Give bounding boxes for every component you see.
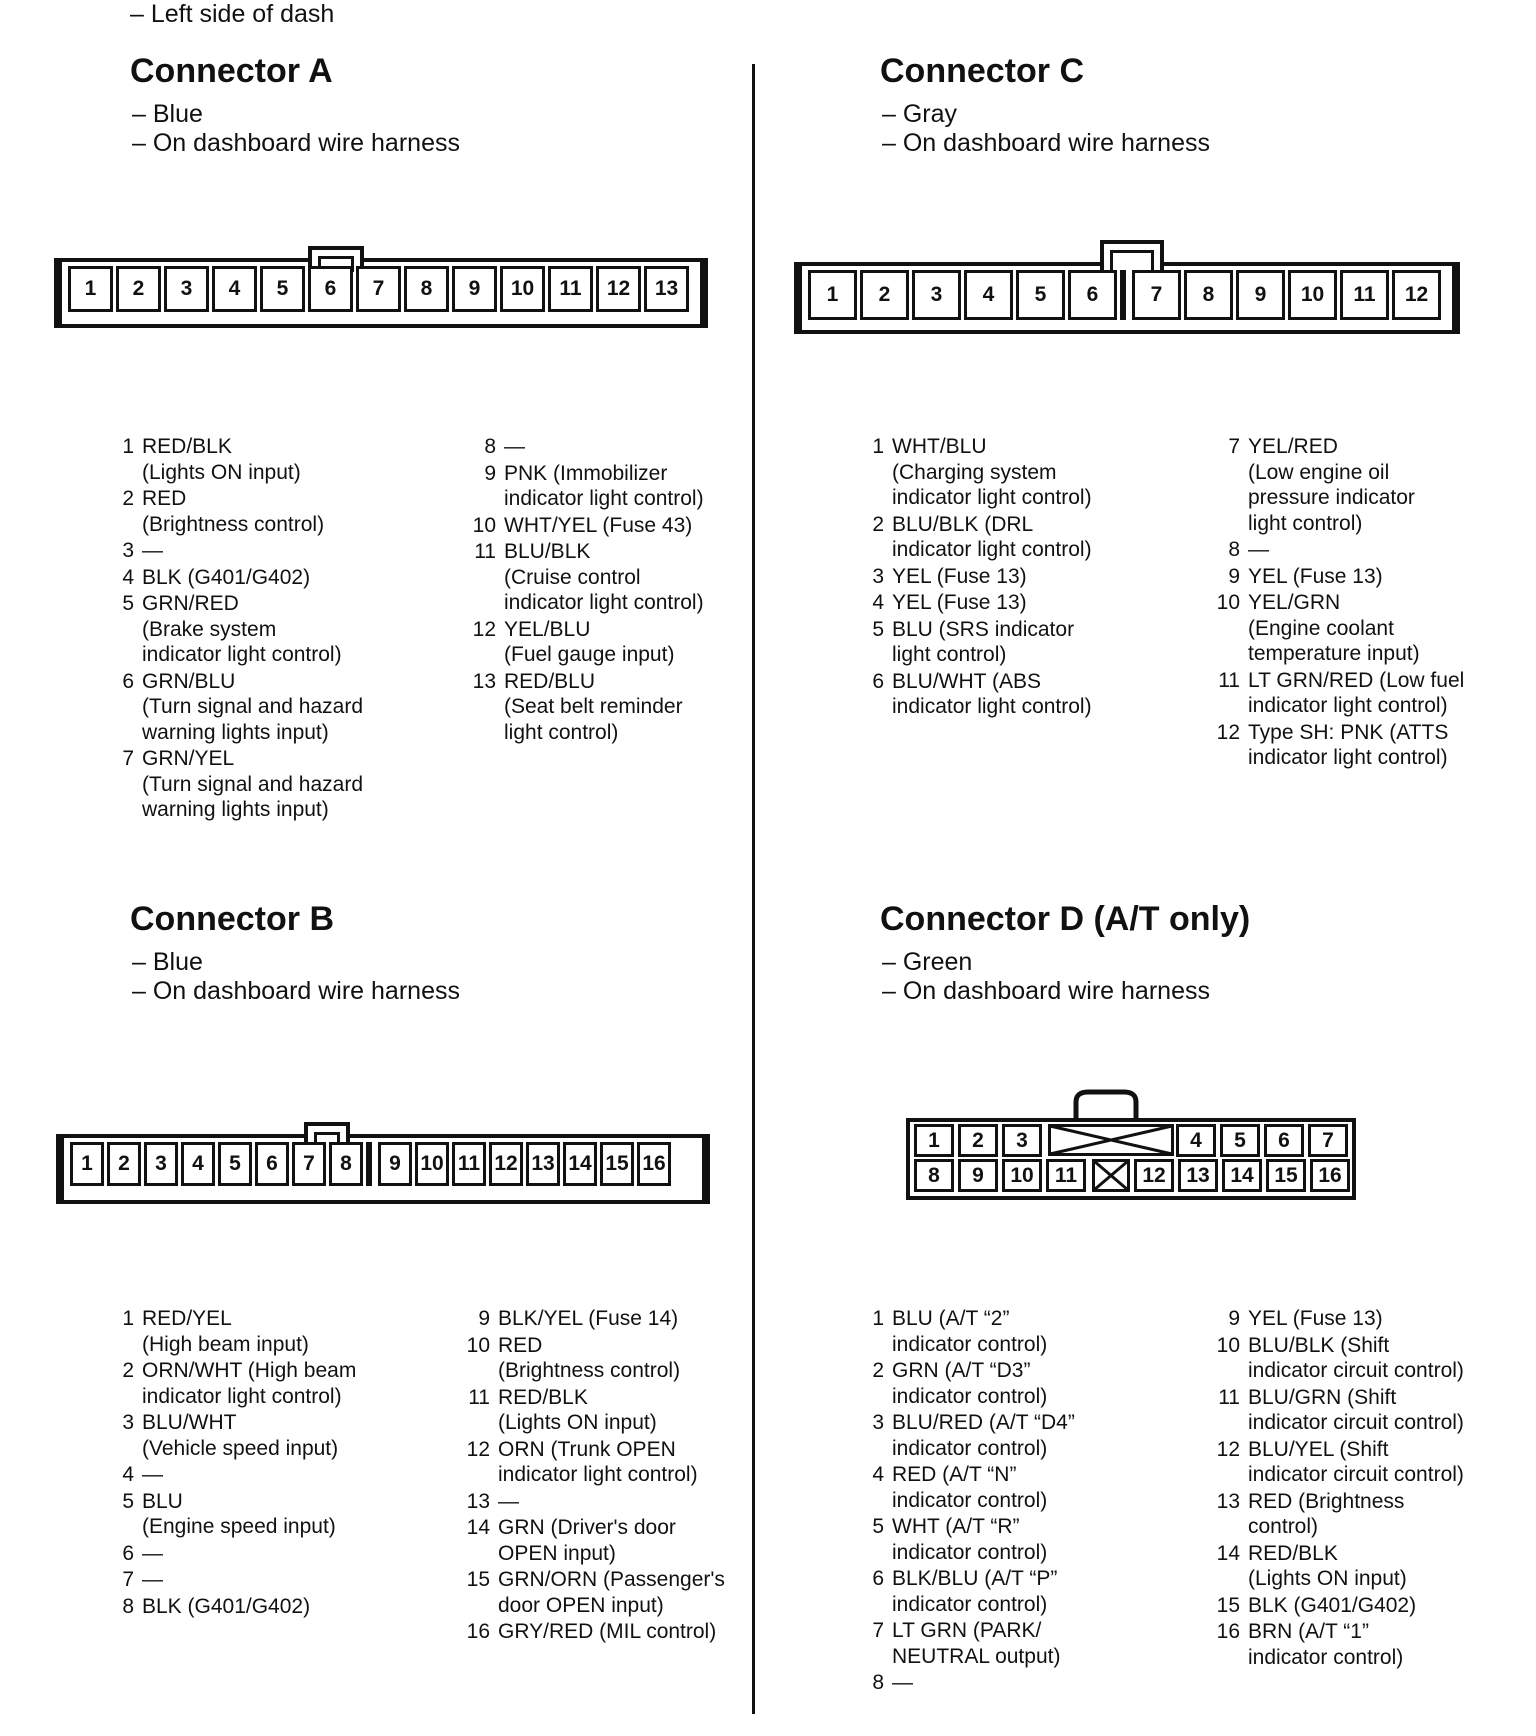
pin-wire-info: — bbox=[142, 539, 163, 562]
connector-b-diagram bbox=[56, 1134, 710, 1204]
connector-d-pin: 12 bbox=[1134, 1159, 1174, 1192]
pin-wire-info: BLU/WHT (Vehicle speed input) bbox=[142, 1411, 339, 1460]
connector-c-pin: 1 bbox=[808, 270, 857, 320]
pin-wire-info: RED/BLK (Lights ON input) bbox=[142, 435, 301, 484]
pin-number: 4 bbox=[122, 1463, 134, 1486]
pin-wire-info: BLU/YEL (Shift indicator circuit control) bbox=[1248, 1437, 1464, 1486]
connector-d-blank-cavity-bottom bbox=[1092, 1159, 1130, 1192]
pin-description bbox=[462, 1515, 725, 1566]
pin-description bbox=[468, 617, 704, 668]
pin-number: 6 bbox=[872, 669, 884, 693]
pin-wire-info: BLK (G401/G402) bbox=[142, 565, 311, 589]
connector-d-pin: 11 bbox=[1046, 1159, 1086, 1192]
pin-wire-info: BLU (SRS indicator light control) bbox=[892, 617, 1075, 666]
connector-a-title: Connector A bbox=[130, 52, 333, 90]
pin-number: 14 bbox=[466, 1516, 490, 1539]
pin-number: 3 bbox=[872, 1411, 884, 1434]
pin-number: 7 bbox=[122, 747, 134, 770]
pin-number: 9 bbox=[478, 1307, 490, 1330]
connector-b-pin: 4 bbox=[181, 1142, 215, 1186]
connector-c-title: Connector C bbox=[880, 52, 1084, 90]
connector-c-diagram bbox=[794, 262, 1460, 334]
pin-description bbox=[1212, 720, 1464, 771]
connector-c-pin: 3 bbox=[912, 270, 961, 320]
connector-d-pin: 16 bbox=[1310, 1159, 1350, 1192]
pin-number: 12 bbox=[1216, 1437, 1240, 1461]
connector-a-pin: 1 bbox=[68, 266, 113, 312]
connector-c-pins bbox=[808, 270, 1444, 320]
pin-wire-info: BLK/BLU (A/T “P” indicator control) bbox=[892, 1567, 1058, 1616]
pin-description bbox=[856, 1462, 1075, 1513]
pin-description bbox=[462, 1306, 725, 1332]
connector-a-pin: 8 bbox=[404, 266, 449, 312]
pin-description bbox=[856, 1566, 1075, 1617]
pin-number: 7 bbox=[122, 1568, 134, 1591]
connector-d-pin: 7 bbox=[1308, 1124, 1348, 1157]
pin-number: 10 bbox=[466, 1333, 490, 1357]
connector-b-divider bbox=[366, 1142, 372, 1186]
connector-d-pin: 13 bbox=[1178, 1159, 1218, 1192]
pin-description bbox=[106, 1410, 356, 1461]
pin-number: 10 bbox=[472, 513, 496, 537]
pin-number: 7 bbox=[872, 1619, 884, 1642]
connector-b-pin: 1 bbox=[70, 1142, 104, 1186]
pin-description bbox=[1212, 1619, 1464, 1670]
connector-c-location: – On dashboard wire harness bbox=[882, 129, 1210, 157]
pin-number: 10 bbox=[1216, 1333, 1240, 1357]
pin-wire-info: — bbox=[1248, 538, 1269, 561]
pin-wire-info: YEL/BLU (Fuel gauge input) bbox=[504, 617, 675, 666]
pin-number: 8 bbox=[1228, 538, 1240, 561]
pin-description bbox=[106, 1594, 356, 1620]
pin-description bbox=[856, 1358, 1075, 1409]
connector-c-pin: 12 bbox=[1392, 270, 1441, 320]
connector-b-pin: 7 bbox=[292, 1142, 326, 1186]
connector-b-pin: 8 bbox=[329, 1142, 363, 1186]
connector-a-pin: 9 bbox=[452, 266, 497, 312]
pin-number: 6 bbox=[122, 1541, 134, 1565]
connector-a-pin: 3 bbox=[164, 266, 209, 312]
pin-number: 15 bbox=[1216, 1593, 1240, 1617]
pin-number: 12 bbox=[1216, 720, 1240, 744]
connector-d-pin-list-left bbox=[856, 1306, 1075, 1696]
pin-description bbox=[106, 434, 363, 485]
pin-description bbox=[1212, 1541, 1464, 1592]
connector-c-pin: 7 bbox=[1132, 270, 1181, 320]
pin-number: 6 bbox=[872, 1567, 884, 1590]
pin-description bbox=[856, 617, 1092, 668]
connector-d-pin: 10 bbox=[1002, 1159, 1042, 1192]
connector-d-blank-cavity-top bbox=[1048, 1124, 1174, 1156]
pin-description bbox=[1212, 668, 1464, 719]
connector-a-pin: 4 bbox=[212, 266, 257, 312]
connector-c-color: – Gray bbox=[882, 100, 958, 128]
pin-description bbox=[106, 591, 363, 668]
pin-number: 9 bbox=[484, 461, 496, 485]
connector-a-pin: 5 bbox=[260, 266, 305, 312]
pin-description bbox=[856, 1410, 1075, 1461]
pin-description bbox=[856, 590, 1092, 616]
connector-a-pins bbox=[68, 266, 692, 312]
pin-wire-info: BRN (A/T “1” indicator control) bbox=[1248, 1620, 1404, 1669]
pin-description bbox=[468, 461, 704, 512]
pin-wire-info: RED/BLK (Lights ON input) bbox=[498, 1385, 657, 1434]
pin-wire-info: GRN/RED (Brake system indicator light control) bbox=[142, 592, 342, 666]
pin-description bbox=[462, 1567, 725, 1618]
connector-b-pin: 2 bbox=[107, 1142, 141, 1186]
connector-a-pin: 7 bbox=[356, 266, 401, 312]
connector-c-latch bbox=[1100, 240, 1164, 274]
pin-wire-info: GRN/ORN (Passenger's door OPEN input) bbox=[498, 1568, 725, 1617]
pin-description bbox=[856, 1514, 1075, 1565]
pin-description bbox=[106, 1567, 356, 1593]
pin-wire-info: YEL/GRN (Engine coolant temperature input) bbox=[1248, 591, 1420, 665]
connector-d-diagram bbox=[906, 1118, 1356, 1200]
connector-b-pin: 14 bbox=[563, 1142, 597, 1186]
pin-number: 11 bbox=[1218, 668, 1240, 692]
pin-number: 5 bbox=[872, 617, 884, 641]
connector-b-pin: 13 bbox=[526, 1142, 560, 1186]
pin-number: 8 bbox=[872, 1671, 884, 1694]
pin-wire-info: YEL (Fuse 13) bbox=[1248, 564, 1383, 588]
pin-description bbox=[106, 669, 363, 746]
pin-description bbox=[462, 1437, 725, 1488]
pin-description bbox=[106, 1489, 356, 1540]
pin-description bbox=[468, 669, 704, 746]
pin-number: 15 bbox=[466, 1568, 490, 1591]
connector-a-pin-list-left bbox=[106, 434, 363, 823]
connector-d-pin: 8 bbox=[914, 1159, 954, 1192]
pin-number: 8 bbox=[484, 435, 496, 458]
pin-description bbox=[1212, 434, 1464, 536]
connector-c-pin-list-right bbox=[1212, 434, 1464, 771]
pin-description bbox=[106, 1358, 356, 1409]
pin-description bbox=[856, 1306, 1075, 1357]
connector-b-pin: 9 bbox=[378, 1142, 412, 1186]
pin-wire-info: BLU (A/T “2” indicator control) bbox=[892, 1307, 1048, 1356]
pin-number: 1 bbox=[122, 1307, 134, 1330]
pin-wire-info: WHT (A/T “R” indicator control) bbox=[892, 1515, 1048, 1564]
pin-number: 6 bbox=[122, 669, 134, 693]
connector-b-pin: 15 bbox=[600, 1142, 634, 1186]
pin-description bbox=[462, 1619, 725, 1645]
connector-a-pin: 6 bbox=[308, 266, 353, 312]
connector-a-pin: 10 bbox=[500, 266, 545, 312]
connector-c-pin: 2 bbox=[860, 270, 909, 320]
pin-description bbox=[1212, 1333, 1464, 1384]
pin-wire-info: WHT/YEL (Fuse 43) bbox=[504, 513, 693, 537]
connector-c-pin: 10 bbox=[1288, 270, 1337, 320]
pin-wire-info: WHT/BLU (Charging system indicator light control) bbox=[892, 435, 1092, 509]
center-divider bbox=[752, 64, 755, 1714]
pin-number: 10 bbox=[1216, 591, 1240, 614]
connector-d-pin-list-right bbox=[1212, 1306, 1464, 1670]
pin-wire-info: BLK (G401/G402) bbox=[1248, 1593, 1417, 1617]
connector-c-divider bbox=[1120, 270, 1126, 320]
pin-wire-info: RED/BLK (Lights ON input) bbox=[1248, 1541, 1407, 1590]
pin-wire-info: GRN/YEL (Turn signal and hazard warning lights input) bbox=[142, 747, 364, 821]
pin-number: 3 bbox=[872, 564, 884, 588]
pin-wire-info: RED (Brightness control) bbox=[498, 1333, 681, 1382]
connector-b-pin: 12 bbox=[489, 1142, 523, 1186]
pin-description bbox=[468, 434, 704, 460]
pin-wire-info: BLU/GRN (Shift indicator circuit control) bbox=[1248, 1385, 1464, 1434]
pin-wire-info: LT GRN/RED (Low fuel indicator light control) bbox=[1248, 668, 1465, 717]
pin-number: 4 bbox=[872, 1463, 884, 1486]
pin-number: 16 bbox=[1216, 1620, 1240, 1643]
pin-wire-info: YEL (Fuse 13) bbox=[892, 564, 1027, 588]
pin-description bbox=[462, 1385, 725, 1436]
pin-description bbox=[1212, 1306, 1464, 1332]
connector-b-color: – Blue bbox=[132, 948, 203, 976]
pin-description bbox=[106, 1541, 356, 1567]
pin-wire-info: YEL/RED (Low engine oil pressure indicator light control) bbox=[1248, 435, 1415, 535]
pin-wire-info: — bbox=[892, 1671, 913, 1694]
pin-description bbox=[468, 513, 704, 539]
pin-number: 13 bbox=[466, 1489, 490, 1513]
connector-c-pin: 9 bbox=[1236, 270, 1285, 320]
pin-wire-info: BLK (G401/G402) bbox=[142, 1594, 311, 1618]
pin-wire-info: BLK/YEL (Fuse 14) bbox=[498, 1307, 679, 1330]
pin-number: 4 bbox=[872, 591, 884, 614]
pin-wire-info: ORN/WHT (High beam indicator light control) bbox=[142, 1359, 357, 1408]
pin-wire-info: RED (A/T “N” indicator control) bbox=[892, 1463, 1048, 1512]
pin-number: 3 bbox=[122, 1411, 134, 1434]
pin-wire-info: RED/YEL (High beam input) bbox=[142, 1307, 309, 1356]
connector-b-pin-list-right bbox=[462, 1306, 725, 1645]
pin-number: 11 bbox=[1218, 1385, 1240, 1409]
pin-wire-info: GRN (A/T “D3” indicator control) bbox=[892, 1359, 1048, 1408]
connector-d-location: – On dashboard wire harness bbox=[882, 977, 1210, 1005]
pin-wire-info: — bbox=[142, 1568, 163, 1591]
connector-d-pin: 15 bbox=[1266, 1159, 1306, 1192]
pin-description bbox=[856, 1670, 1075, 1696]
pin-number: 9 bbox=[1228, 1307, 1240, 1330]
pin-description bbox=[106, 1306, 356, 1357]
connector-c-pin: 5 bbox=[1016, 270, 1065, 320]
connector-a-color: – Blue bbox=[132, 100, 203, 128]
pin-wire-info: RED (Brightness control) bbox=[1248, 1489, 1405, 1538]
pin-number: 14 bbox=[1216, 1541, 1240, 1565]
pin-description bbox=[106, 565, 363, 591]
pin-wire-info: GRY/RED (MIL control) bbox=[498, 1620, 717, 1643]
pin-number: 7 bbox=[1228, 435, 1240, 458]
pin-number: 2 bbox=[872, 512, 884, 536]
connector-b-pin: 6 bbox=[255, 1142, 289, 1186]
connector-c-pin: 8 bbox=[1184, 270, 1233, 320]
pin-number: 16 bbox=[466, 1620, 490, 1643]
pin-number: 1 bbox=[872, 1307, 884, 1330]
pin-number: 12 bbox=[466, 1437, 490, 1461]
pin-description bbox=[856, 669, 1092, 720]
pin-wire-info: BLU/BLK (Shift indicator circuit control) bbox=[1248, 1333, 1464, 1382]
pin-number: 12 bbox=[472, 617, 496, 641]
pin-number: 5 bbox=[122, 592, 134, 615]
connector-a-location: – On dashboard wire harness bbox=[132, 129, 460, 157]
pin-number: 1 bbox=[122, 435, 134, 458]
connector-d-pin: 14 bbox=[1222, 1159, 1262, 1192]
pin-description bbox=[106, 538, 363, 564]
connector-d-latch bbox=[1070, 1088, 1142, 1122]
connector-c-pin: 11 bbox=[1340, 270, 1389, 320]
connector-c-pin-list-left bbox=[856, 434, 1092, 720]
connector-b-pin: 5 bbox=[218, 1142, 252, 1186]
pin-description bbox=[1212, 564, 1464, 590]
connector-a-pin: 12 bbox=[596, 266, 641, 312]
connector-d-pin: 3 bbox=[1002, 1124, 1042, 1157]
connector-a-diagram bbox=[54, 258, 708, 328]
connector-c-pin: 4 bbox=[964, 270, 1013, 320]
pin-wire-info: LT GRN (PARK/ NEUTRAL output) bbox=[892, 1619, 1061, 1668]
pin-description bbox=[856, 1618, 1075, 1669]
pin-wire-info: BLU/RED (A/T “D4” indicator control) bbox=[892, 1411, 1075, 1460]
connector-c-pin: 6 bbox=[1068, 270, 1117, 320]
pin-number: 11 bbox=[474, 540, 496, 563]
connector-a-pin: 11 bbox=[548, 266, 593, 312]
pin-wire-info: YEL (Fuse 13) bbox=[1248, 1307, 1383, 1330]
pin-wire-info: GRN (Driver's door OPEN input) bbox=[498, 1516, 676, 1565]
pin-wire-info: Type SH: PNK (ATTS indicator light control) bbox=[1248, 720, 1449, 769]
pin-wire-info: GRN/BLU (Turn signal and hazard warning lights input) bbox=[142, 669, 364, 744]
pin-number: 2 bbox=[872, 1359, 884, 1382]
pin-description bbox=[1212, 1593, 1464, 1619]
connector-d-pin: 2 bbox=[958, 1124, 998, 1157]
pin-wire-info: YEL (Fuse 13) bbox=[892, 591, 1027, 614]
connector-b-title: Connector B bbox=[130, 900, 334, 938]
pin-wire-info: RED/BLU (Seat belt reminder light control) bbox=[504, 669, 683, 744]
connector-b-location: – On dashboard wire harness bbox=[132, 977, 460, 1005]
pin-description bbox=[106, 486, 363, 537]
pin-wire-info: BLU (Engine speed input) bbox=[142, 1489, 336, 1538]
pin-number: 2 bbox=[122, 487, 134, 510]
pin-wire-info: RED (Brightness control) bbox=[142, 487, 325, 536]
location-note: – Left side of dash bbox=[130, 0, 335, 28]
connector-b-pins bbox=[70, 1142, 674, 1186]
pin-description bbox=[462, 1489, 725, 1515]
connector-d-title: Connector D (A/T only) bbox=[880, 900, 1251, 938]
pin-description bbox=[1212, 1437, 1464, 1488]
pin-number: 13 bbox=[1216, 1489, 1240, 1513]
pin-number: 5 bbox=[122, 1489, 134, 1513]
pin-number: 3 bbox=[122, 539, 134, 562]
pin-wire-info: PNK (Immobilizer indicator light control) bbox=[504, 461, 704, 510]
pin-description bbox=[462, 1333, 725, 1384]
connector-d-color: – Green bbox=[882, 948, 973, 976]
pin-description bbox=[856, 512, 1092, 563]
connector-d-pin: 1 bbox=[914, 1124, 954, 1157]
pin-wire-info: BLU/BLK (Cruise control indicator light control) bbox=[504, 540, 704, 614]
pin-number: 8 bbox=[122, 1594, 134, 1618]
pin-number: 9 bbox=[1228, 564, 1240, 588]
pin-number: 2 bbox=[122, 1359, 134, 1382]
connector-a-pin-list-right bbox=[468, 434, 704, 745]
connector-b-pin: 10 bbox=[415, 1142, 449, 1186]
pin-description bbox=[1212, 590, 1464, 667]
connector-d-pin: 9 bbox=[958, 1159, 998, 1192]
pin-wire-info: — bbox=[504, 435, 525, 458]
pin-number: 4 bbox=[122, 565, 134, 589]
pin-description bbox=[1212, 537, 1464, 563]
pin-wire-info: BLU/BLK (DRL indicator light control) bbox=[892, 512, 1092, 561]
connector-b-pin: 11 bbox=[452, 1142, 486, 1186]
pin-description bbox=[856, 434, 1092, 511]
pin-wire-info: BLU/WHT (ABS indicator light control) bbox=[892, 669, 1092, 718]
pin-number: 11 bbox=[468, 1385, 490, 1409]
connector-d-pin: 4 bbox=[1176, 1124, 1216, 1157]
pin-description bbox=[106, 1462, 356, 1488]
connector-b-pin: 16 bbox=[637, 1142, 671, 1186]
pin-description bbox=[106, 746, 363, 823]
pin-description bbox=[468, 539, 704, 616]
pin-wire-info: — bbox=[142, 1541, 163, 1565]
pin-number: 13 bbox=[472, 669, 496, 693]
pin-description bbox=[856, 564, 1092, 590]
connector-a-pin: 13 bbox=[644, 266, 689, 312]
pin-description bbox=[1212, 1489, 1464, 1540]
connector-d-pin: 6 bbox=[1264, 1124, 1304, 1157]
pin-number: 5 bbox=[872, 1515, 884, 1538]
connector-b-pin-list-left bbox=[106, 1306, 356, 1619]
connector-a-pin: 2 bbox=[116, 266, 161, 312]
pin-description bbox=[1212, 1385, 1464, 1436]
pin-wire-info: — bbox=[142, 1463, 163, 1486]
connector-b-pin: 3 bbox=[144, 1142, 178, 1186]
pin-number: 1 bbox=[872, 435, 884, 458]
pin-wire-info: ORN (Trunk OPEN indicator light control) bbox=[498, 1437, 698, 1486]
connector-d-pin: 5 bbox=[1220, 1124, 1260, 1157]
pin-wire-info: — bbox=[498, 1489, 519, 1513]
